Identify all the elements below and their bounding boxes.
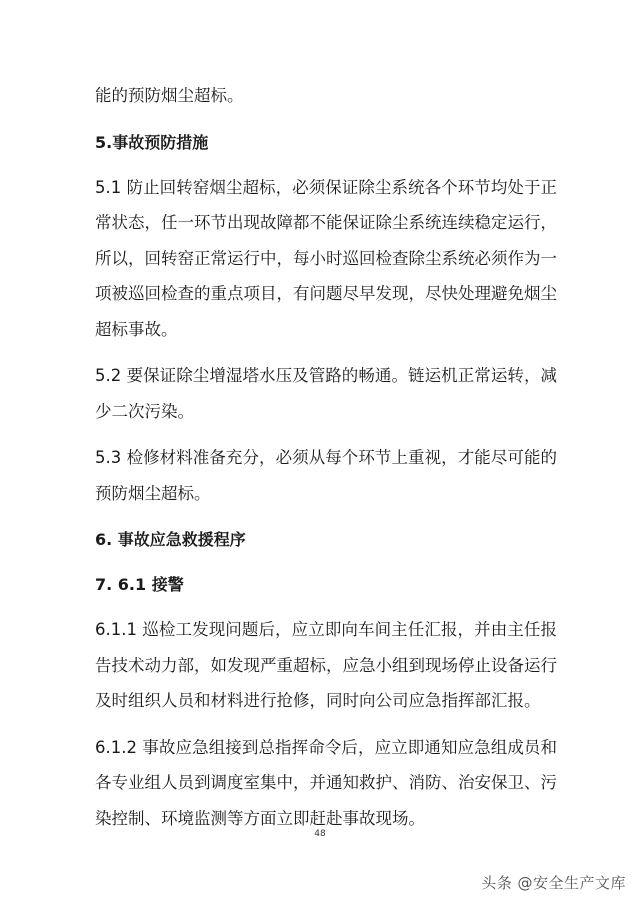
page-number: 48 [314, 829, 326, 839]
continuation-line: 能的预防烟尘超标。 [95, 86, 244, 105]
text-line: 备运行及时组织人员和材料进行抢修，同时向公司应急指挥 [95, 655, 557, 710]
section-5-heading: 5.事故预防措施 [95, 132, 209, 152]
text-line: 要保证除尘增湿塔水压及管路的畅通。链运机正常运转， [126, 366, 541, 385]
text-line: 巡检工发现问题后，应立即向车间主任汇报，并由主任 [142, 620, 541, 639]
text-line: 部汇报。 [474, 691, 541, 710]
paragraph-number: 5.3 [95, 448, 122, 467]
paragraph-number: 6.1.1 [95, 620, 137, 639]
watermark: 头条 @安全生产文库 [481, 874, 626, 892]
text-line: 尽快处理避免烟尘超标事故。 [95, 284, 557, 339]
text-line: 定运行，所以，回转窑正常运行中，每小时巡回检查除尘系 [95, 213, 557, 268]
section-7-heading: 7. 6.1 接警 [95, 575, 184, 594]
text-line: 于正常状态，任一环节出现故障都不能保证除尘系统连续稳 [95, 177, 558, 232]
paragraph-number: 6.1.2 [95, 737, 137, 757]
continuation-text [95, 78, 557, 114]
paragraph-number: 5.2 [95, 366, 122, 385]
text-line: 统必须作为一项被巡回检查的重点项目，有问题尽早发现， [95, 248, 557, 303]
text-line: 能的预防烟尘超标。 [95, 448, 558, 503]
text-line: 报告技术动力部，如发现严重超标，应急小组到现场停止设 [95, 620, 558, 675]
paragraph-5-1 [95, 170, 557, 348]
paragraph-number: 5.1 [95, 177, 122, 197]
page-body [95, 78, 557, 847]
paragraph-6-1-1 [95, 612, 557, 719]
text-line: 检修材料准备充分，必须从每个环节上重视，才能尽可 [126, 448, 524, 467]
text-line: 防止回转窑烟尘超标，必须保证除尘系统各个环节均处 [126, 177, 524, 197]
paragraph-6-1-2 [95, 730, 557, 837]
text-line: 事故应急组接到总指挥命令后，应立即通知应急组成员 [142, 737, 541, 757]
text-line: 和各专业组人员到调度室集中，并通知救护、消防、治安保 [95, 737, 558, 792]
paragraph-5-2 [95, 358, 557, 429]
text-line: 减少二次污染。 [95, 366, 558, 421]
text-line: 卫、污染控制、环境监测等方面立即赶赴事故现场。 [95, 773, 557, 828]
section-6-heading: 6. 事故应急救援程序 [95, 530, 246, 549]
paragraph-5-3 [95, 440, 557, 511]
